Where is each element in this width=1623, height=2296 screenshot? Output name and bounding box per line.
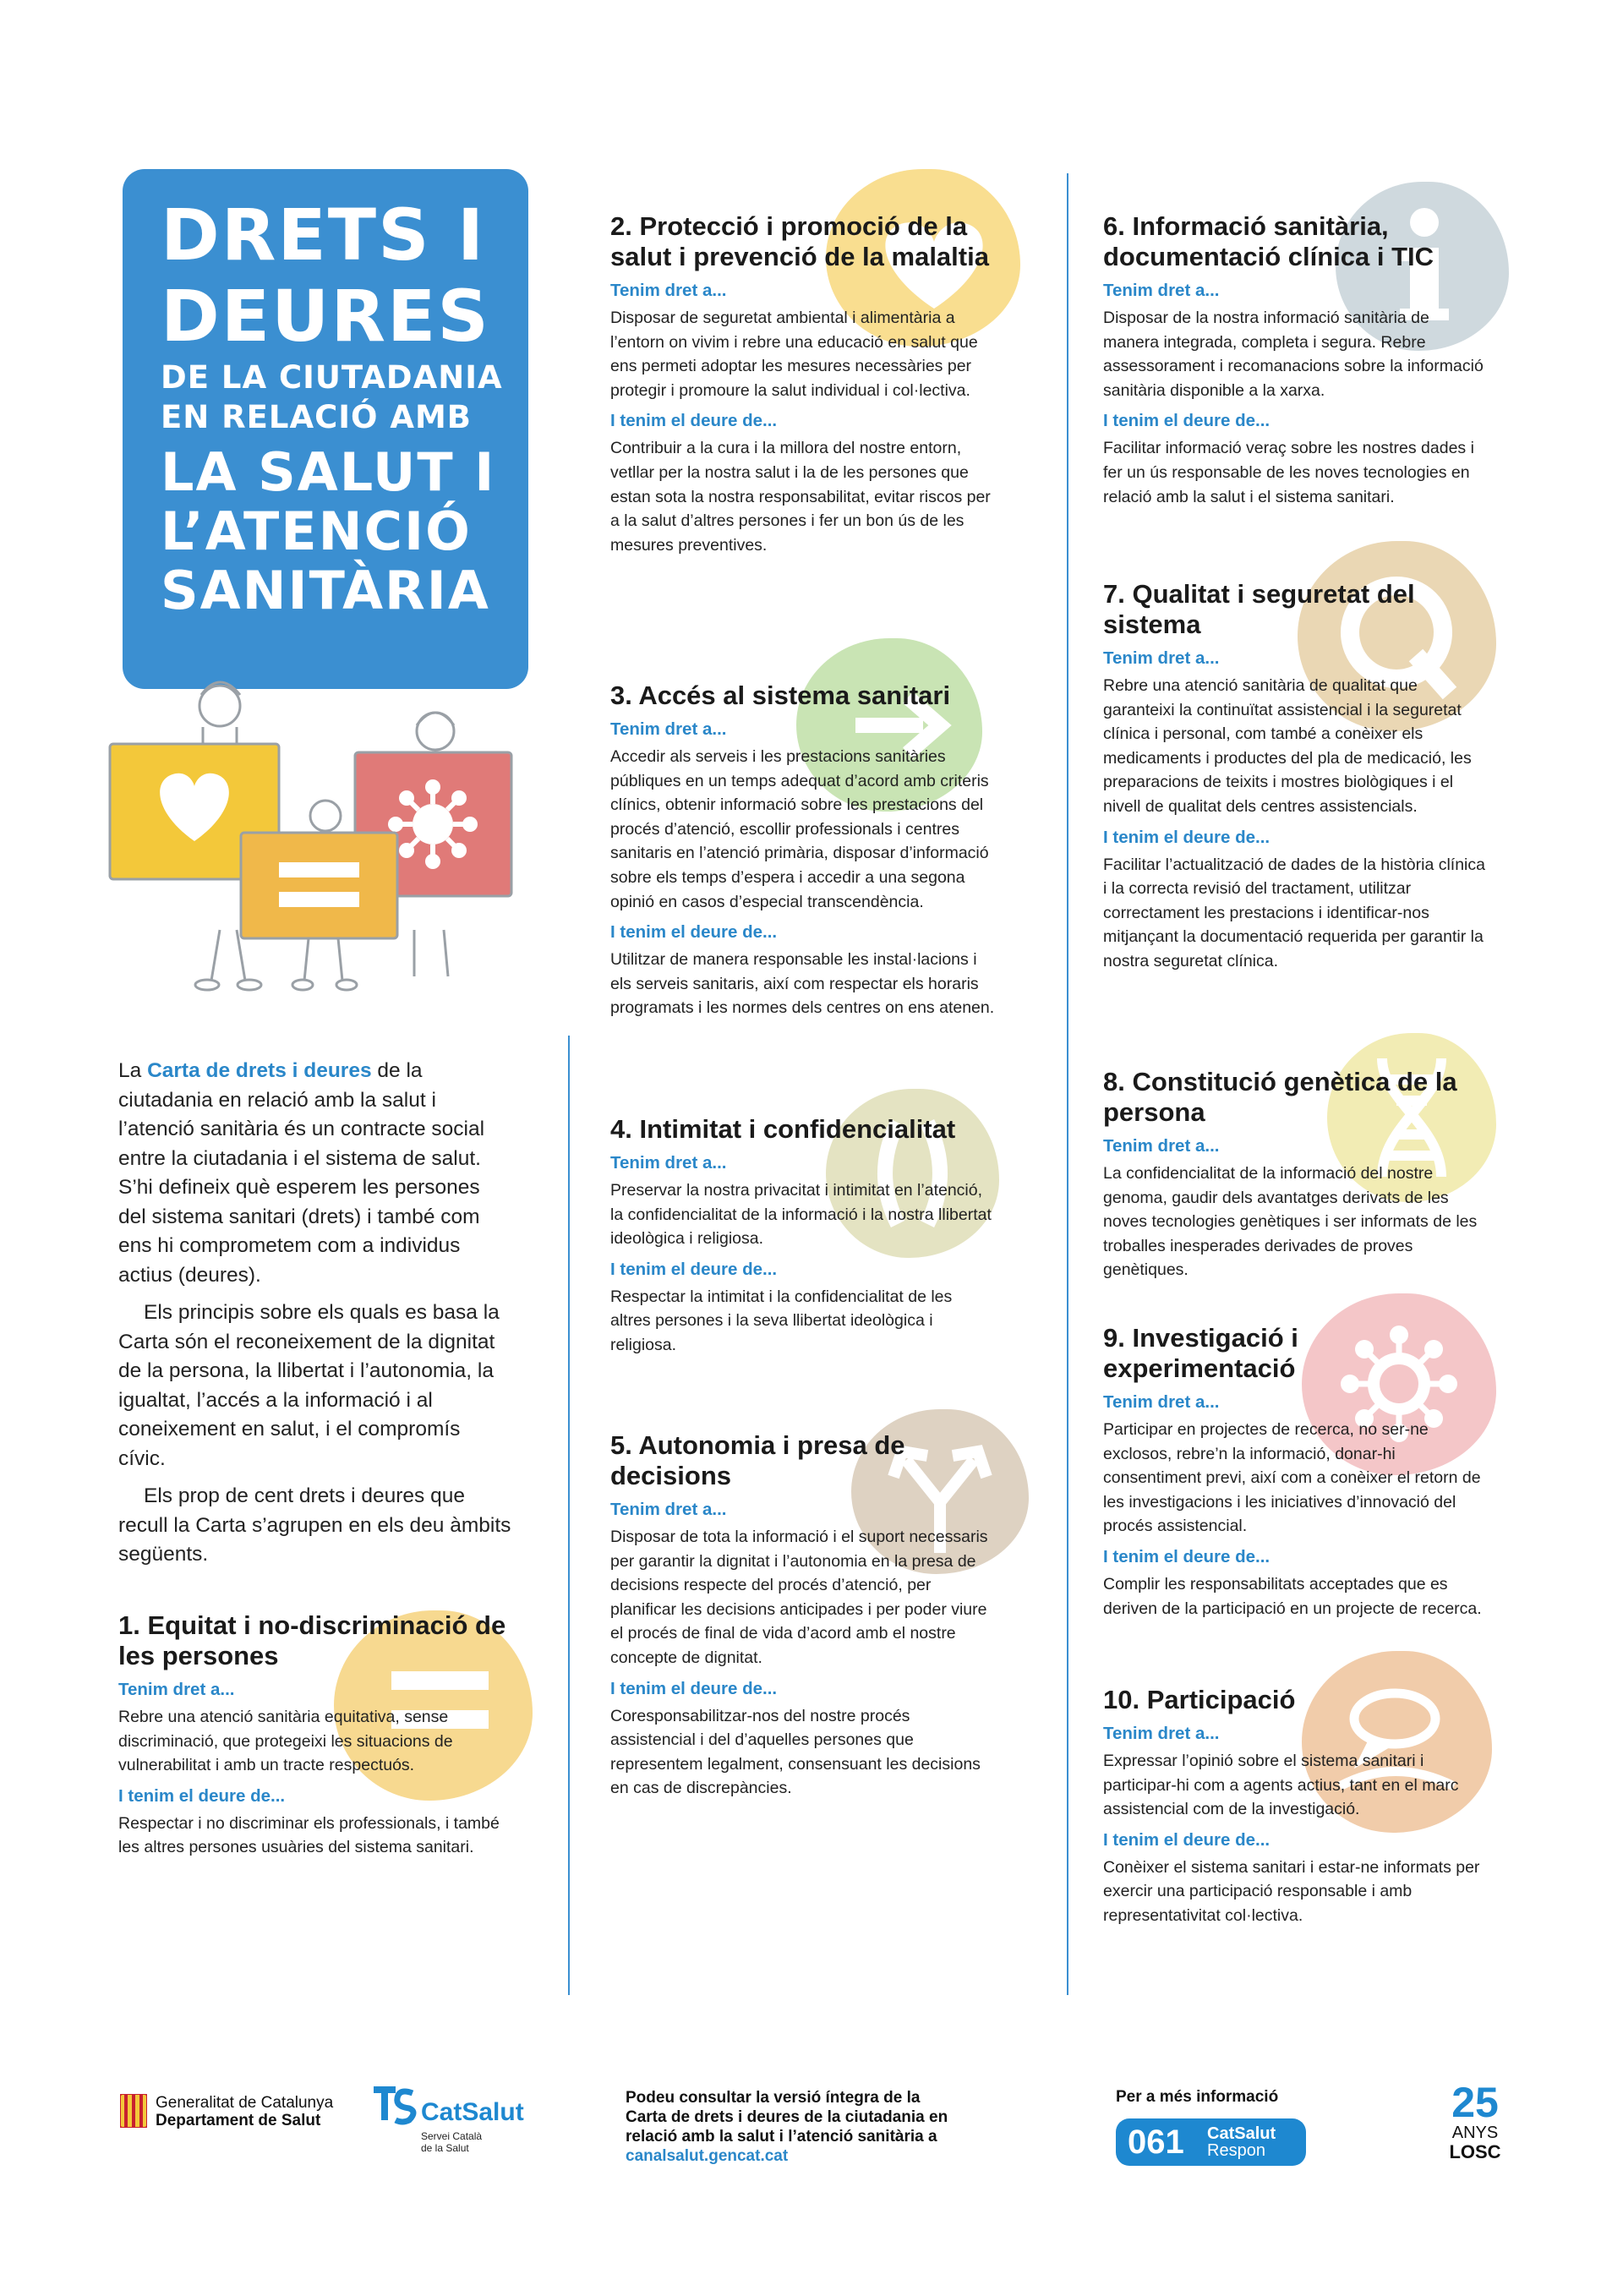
more-info-label: Per a més informació xyxy=(1116,2088,1279,2106)
rights-label: Tenim dret a... xyxy=(610,1500,727,1519)
rights-text: Disposar de seguretat ambiental i alimentària a l’entorn on vivim i rebre una educació en salut que ens permeti adoptar les mesures necessàries per protegir i promoure la salut individual i col·lectiva. xyxy=(610,309,978,400)
department-name: Departament de Salut xyxy=(156,2112,321,2129)
section-6 xyxy=(1103,211,1488,509)
061-badge[interactable] xyxy=(1116,2118,1306,2166)
rights-text: Rebre una atenció sanitària de qualitat que garanteixi la continuïtat assistencial i la seguretat clínica i personal, com també a conèixer els medicaments i productes del pla de medicació, les preparacions de teixits i mostres biològiques i el nivell de qualitat dels centres assistencials. xyxy=(1103,676,1472,816)
title-line-1: DRETS I xyxy=(161,194,486,276)
duties-label: I tenim el deure de... xyxy=(118,1785,286,1806)
section-2 xyxy=(610,211,995,557)
canalsalut-link[interactable]: canalsalut.gencat.cat xyxy=(626,2147,789,2165)
title-line-5: LA SALUT I xyxy=(161,441,496,503)
phone-sub: Respon xyxy=(1207,2141,1265,2160)
section-title: 1. Equitat i no-discriminació de les persones xyxy=(118,1610,506,1670)
intro-text xyxy=(118,1057,511,1570)
section-title: 6. Informació sanitària, documentació clínica i TIC xyxy=(1103,211,1434,271)
duties-text: Utilitzar de manera responsable les instal·lacions i els serveis sanitaris, així com respectar els horaris programats i les normes dels centres on ens atenen. xyxy=(610,950,995,1018)
intro-paragraph-2: Els principis sobre els quals es basa la Carta són el reconeixement de la dignitat de la persona, la llibertat i l’autonomia, la igualtat, l’accés a la informació i al coneixement en salut, i el compromís cívic. xyxy=(118,1301,500,1470)
duties-text: Facilitar informació veraç sobre les nostres dades i fer un ús responsable de les noves tecnologies en relació amb la salut i el sistema sanitari. xyxy=(1103,439,1474,506)
rights-text: Expressar l’opinió sobre el sistema sanitari i participar-hi com a agents actius, tant en el marc assistencial com de la investigació. xyxy=(1103,1752,1459,1819)
intro-p1-post: de la ciutadania en relació amb la salut i l’atenció sanitària és un contracte social entre la ciutadania i el sistema de salut. S’hi defineix què esperem les persones del sistema sanitari (drets) i també com ens hi comprometem com a individus actius (deures). xyxy=(118,1059,485,1287)
duties-label: I tenim el deure de... xyxy=(610,411,778,431)
intro-p1-pre: La xyxy=(118,1059,148,1082)
section-5 xyxy=(610,1430,995,1801)
rights-text: Rebre una atenció sanitària equitativa, sense discriminació, que protegeixi les situacions de vulnerabilitat i amb un tracte respectuós. xyxy=(118,1708,453,1775)
rights-text: Preservar la nostra privacitat i intimitat en l’atenció, la confidencialitat de la informació i la nostra llibertat ideològica i religiosa. xyxy=(610,1181,992,1249)
duties-text: Contribuir a la cura i la millora del nostre entorn, vetllar per la nostra salut i la de les persones que estan sota la nostra responsabilitat, evitar riscos per a la salut d’altres persones i fer un bon ús de les mesures preventives. xyxy=(610,439,991,555)
anniversary-org: LOSC xyxy=(1449,2141,1501,2162)
section-1 xyxy=(118,1610,507,1860)
section-4 xyxy=(610,1114,995,1358)
rights-text: Disposar de la nostra informació sanitària de manera integrada, completa i segura. Rebre assessorament i recomanacions sobre la informació sanitària disponible a la xarxa. xyxy=(1103,309,1484,400)
section-title: 4. Intimitat i confidencialitat xyxy=(610,1114,956,1144)
column-divider-1 xyxy=(568,1036,570,1995)
catsalut-sub-1: Servei Català xyxy=(421,2130,483,2142)
full-version-note xyxy=(626,2088,1023,2166)
rights-label: Tenim dret a... xyxy=(1103,648,1220,668)
section-3 xyxy=(610,681,995,1020)
duties-text: Coresponsabilitzar-nos del nostre procés assistencial i del d’aquelles persones que representem legalment, consensuant les decisions en cas de discrepàncies. xyxy=(610,1706,981,1798)
section-title: 10. Participació xyxy=(1103,1685,1296,1714)
section-10 xyxy=(1103,1685,1488,1928)
section-title: 3. Accés al sistema sanitari xyxy=(610,681,951,710)
title-line-4: EN RELACIÓ AMB xyxy=(161,399,473,435)
phone-info xyxy=(1116,2088,1319,2173)
section-8 xyxy=(1103,1067,1488,1282)
anniversary-number: 25 xyxy=(1451,2079,1499,2126)
gencat-logo xyxy=(120,2092,374,2143)
rights-text: Accedir als serveis i les prestacions sanitàries públiques en un temps adequat d’acord amb criteris clínics, obtenir informació sobre les prestacions del procés d’atenció, escollir professionals i centres sanitaris en l’atenció primària, disposar d’informació sobre els temps d’espera i accedir a una segona opinió en casos d’especial transcendència. xyxy=(610,747,989,911)
rights-label: Tenim dret a... xyxy=(610,281,727,300)
section-title: 9. Investigació i experimentació xyxy=(1103,1323,1298,1383)
section-7 xyxy=(1103,579,1488,974)
rights-text: Disposar de tota la informació i el suport necessaris per garantir la dignitat i l’autonomia en la presa de decisions respecte del procés d’atenció, per planificar les decisions anticipades i per poder viure el procés de final de vida d’acord amb el nostre concepte de dignitat. xyxy=(610,1528,988,1667)
anniversary-logo xyxy=(1433,2081,1517,2174)
rights-label: Tenim dret a... xyxy=(118,1680,235,1699)
rights-label: Tenim dret a... xyxy=(1103,1392,1220,1412)
rights-text: Participar en projectes de recerca, no ser-ne exclosos, rebre’n la informació, donar-hi consentiment previ, així com a conèixer el retorn de les investigacions i les iniciatives d’innovació del procés assistencial. xyxy=(1103,1420,1481,1536)
intro-paragraph-1 xyxy=(118,1057,511,1290)
duties-text: Respectar i no discriminar els professionals, i també les altres persones usuàries del sistema sanitari. xyxy=(118,1813,500,1857)
senyera-icon xyxy=(120,2094,147,2128)
intro-paragraph-3: Els prop de cent drets i deures que recull la Carta s’agrupen en els deu àmbits següents. xyxy=(118,1484,511,1566)
phone-brand: CatSalut xyxy=(1207,2124,1276,2143)
duties-label: I tenim el deure de... xyxy=(610,1259,778,1279)
section-title: 7. Qualitat i seguretat del sistema xyxy=(1103,579,1415,639)
duties-text: Conèixer el sistema sanitari i estar-ne informats per exercir una participació responsable i amb representativitat col·lectiva. xyxy=(1103,1857,1480,1925)
catsalut-sub-2: de la Salut xyxy=(421,2142,469,2154)
gencat-name: Generalitat de Catalunya xyxy=(156,2094,334,2112)
rights-text: La confidencialitat de la informació del nostre genoma, gaudir dels avantatges derivats de les noves tecnologies genètiques i ser informats de les troballes inesperades derivades de proves genètiques. xyxy=(1103,1164,1478,1280)
column-divider-2 xyxy=(1067,173,1068,1995)
section-9 xyxy=(1103,1323,1488,1621)
duties-label: I tenim el deure de... xyxy=(610,922,778,943)
duties-text: Complir les responsabilitats acceptades que es deriven de la participació en un projecte de recerca. xyxy=(1103,1574,1482,1618)
section-title: 8. Constitució genètica de la persona xyxy=(1103,1067,1457,1127)
people-illustration xyxy=(101,659,533,998)
rights-label: Tenim dret a... xyxy=(1103,281,1220,300)
duties-text: Facilitar l’actualització de dades de la història clínica i la correcta revisió del tractament, utilitzar correctament les prestacions i identificar-nos mitjançant la documentació requerida per garantir la nostra seguretat clínica. xyxy=(1103,855,1485,970)
duties-label: I tenim el deure de... xyxy=(1103,827,1271,847)
duties-label: I tenim el deure de... xyxy=(610,1678,778,1698)
duties-label: I tenim el deure de... xyxy=(1103,1546,1271,1566)
title-line-6: L’ATENCIÓ xyxy=(161,500,472,562)
consult-line-2: Carta de drets i deures de la ciutadania en xyxy=(626,2108,948,2126)
catsalut-logo xyxy=(370,2081,548,2162)
anniversary-word: ANYS xyxy=(1451,2124,1499,2142)
rights-label: Tenim dret a... xyxy=(610,1153,727,1173)
phone-number: 061 xyxy=(1128,2124,1184,2161)
title-line-2: DEURES xyxy=(161,275,490,358)
duties-label: I tenim el deure de... xyxy=(1103,1829,1271,1850)
consult-line-3: relació amb la salut i l’atenció sanitària a xyxy=(626,2128,937,2146)
title-line-3: DE LA CIUTADANIA xyxy=(161,359,503,396)
duties-text: Respectar la intimitat i la confidencialitat de les altres persones i la seva llibertat ideològica i religiosa. xyxy=(610,1287,953,1354)
duties-label: I tenim el deure de... xyxy=(1103,411,1271,431)
rights-label: Tenim dret a... xyxy=(1103,1724,1220,1743)
catsalut-mark-icon xyxy=(370,2081,418,2129)
title-line-7: SANITÀRIA xyxy=(161,560,490,621)
section-title: 5. Autonomia i presa de decisions xyxy=(610,1430,905,1490)
charter-name: Carta de drets i deures xyxy=(147,1059,372,1082)
consult-line-1: Podeu consultar la versió íntegra de la xyxy=(626,2089,921,2107)
rights-label: Tenim dret a... xyxy=(610,719,727,739)
section-title: 2. Protecció i promoció de la salut i prevenció de la malaltia xyxy=(610,211,989,271)
catsalut-name: CatSalut xyxy=(421,2098,524,2126)
rights-label: Tenim dret a... xyxy=(1103,1136,1220,1156)
title-panel xyxy=(123,169,528,689)
